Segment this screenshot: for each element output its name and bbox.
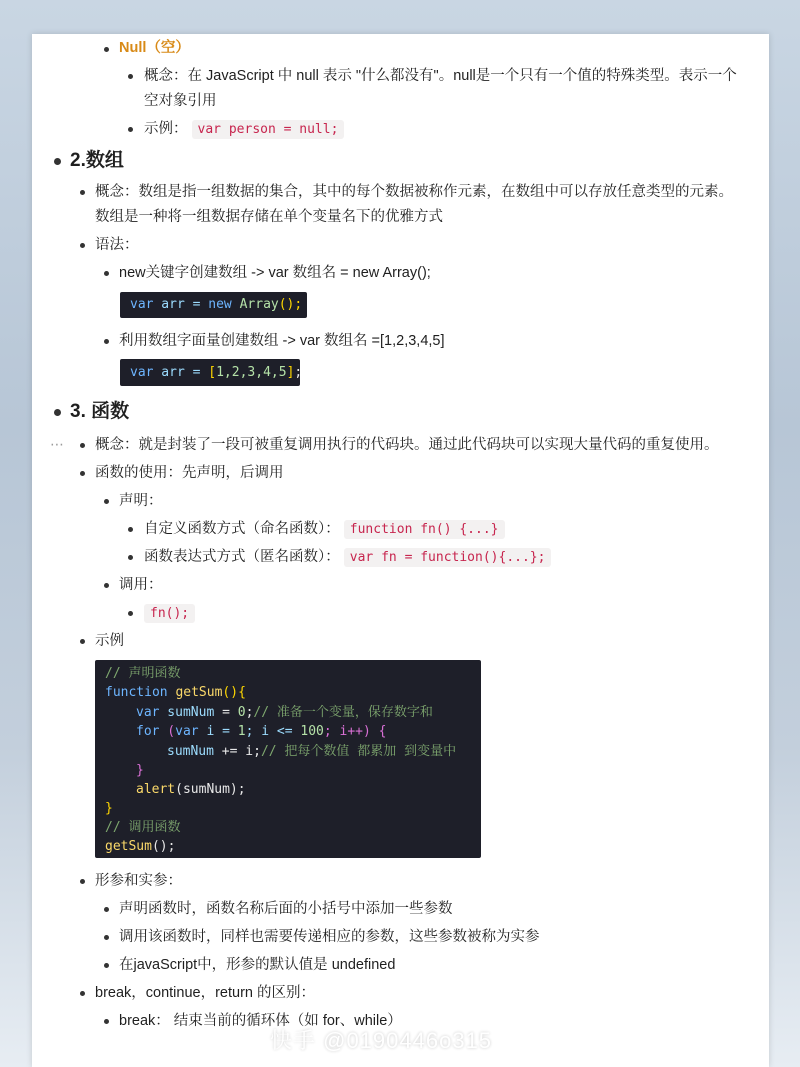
code-variable: sumNum <box>167 744 214 759</box>
code-line <box>167 742 456 761</box>
code-comment: // 把每个数值 都累加 到变量中 <box>260 744 457 759</box>
code-keyword: new <box>208 297 232 312</box>
code-line: } <box>105 801 113 816</box>
code-bracket: ] <box>286 365 295 380</box>
param-item-1: 声明函数时，函数名称后面的小括号中添加一些参数 <box>119 901 453 917</box>
null-concept-line2: 空对象引用 <box>144 93 217 109</box>
document-page <box>32 34 769 1067</box>
array-literal-item: 利用数组字面量创建数组 -> var 数组名 =[1,2,3,4,5] <box>119 333 445 349</box>
array-heading: 2.数组 <box>70 150 124 171</box>
bullet <box>104 339 109 344</box>
anon-function-code: var fn = function(){...}; <box>344 548 552 567</box>
diff-label: break，continue，return 的区别： <box>95 985 315 1001</box>
bullet <box>80 991 85 996</box>
code-function: getSum <box>105 839 152 854</box>
code-keyword: for <box>136 724 160 739</box>
bullet <box>80 190 85 195</box>
bullet <box>128 527 133 532</box>
named-function-item <box>144 519 505 540</box>
null-example-code: var person = null; <box>192 120 345 139</box>
code-block-array-literal <box>120 359 303 386</box>
call-code: fn(); <box>144 604 195 623</box>
bullet <box>54 158 61 165</box>
array-syntax-label: 语法： <box>95 237 139 253</box>
null-concept-line1: 概念：在 JavaScript 中 null 表示 "什么都没有"。null是一个只有一个值的特殊类型。表示一个 <box>144 68 737 84</box>
bullet <box>104 499 109 504</box>
params-label: 形参和实参： <box>95 873 182 889</box>
code-comment: // 调用函数 <box>105 820 181 835</box>
code-bracket: [ <box>208 365 217 380</box>
bullet <box>80 443 85 448</box>
code-number: 0 <box>237 705 246 720</box>
code-text: (); <box>151 839 176 854</box>
code-line <box>105 837 175 856</box>
code-text: arr = <box>153 365 209 380</box>
example-label: 示例 <box>95 633 124 649</box>
code-line <box>105 683 246 702</box>
code-text: ( <box>159 724 176 739</box>
declare-label: 声明： <box>119 493 163 509</box>
code-text: (); <box>278 297 303 312</box>
code-keyword: var <box>136 705 160 720</box>
code-keyword: var <box>130 365 154 380</box>
code-line: } <box>136 763 144 778</box>
call-label: 调用： <box>119 577 163 593</box>
code-keyword: var <box>130 297 154 312</box>
call-item <box>144 603 195 624</box>
bullet <box>128 611 133 616</box>
bullet <box>54 409 61 416</box>
bullet <box>80 471 85 476</box>
code-text: arr = <box>153 297 209 312</box>
code-number: 1,2,3,4,5 <box>216 365 287 380</box>
code-function: alert <box>136 782 176 797</box>
code-text: (){ <box>222 685 246 700</box>
code-text: = <box>214 705 238 720</box>
named-function-code: function fn() {...} <box>344 520 505 539</box>
break-item: break： 结束当前的循环体（如 for、while） <box>119 1013 402 1029</box>
code-line <box>130 363 302 382</box>
bullet <box>128 127 133 132</box>
bullet <box>104 907 109 912</box>
code-line <box>136 722 387 741</box>
code-keyword: var <box>175 724 199 739</box>
null-title: Null（空） <box>119 40 190 56</box>
function-concept: 概念：就是封装了一段可被重复调用执行的代码块。通过此代码块可以实现大量代码的重复使用。 <box>95 437 719 453</box>
code-comment: // 声明函数 <box>105 666 181 681</box>
bullet <box>104 583 109 588</box>
bullet <box>104 935 109 940</box>
code-function: Array <box>231 297 279 312</box>
code-text: (sumNum); <box>175 782 246 797</box>
drag-handle-icon[interactable]: ⋯ <box>50 436 65 452</box>
code-number: 1 <box>237 724 246 739</box>
code-function: getSum <box>167 685 223 700</box>
code-text: ; <box>294 365 303 380</box>
bullet <box>128 555 133 560</box>
code-variable: sumNum <box>159 705 215 720</box>
code-text: += i; <box>213 744 261 759</box>
bullet <box>104 271 109 276</box>
code-number: 100 <box>300 724 324 739</box>
function-usage: 函数的使用：先声明，后调用 <box>95 465 284 481</box>
bullet <box>104 47 109 52</box>
watermark: 快手 @0190446o315 <box>270 1028 493 1053</box>
code-keyword: function <box>105 685 168 700</box>
anon-function-item <box>144 547 551 568</box>
code-line <box>136 703 433 722</box>
bullet <box>80 639 85 644</box>
code-text: i = <box>198 724 238 739</box>
code-text: ; <box>245 705 254 720</box>
bullet <box>104 963 109 968</box>
array-concept-line1: 概念：数组是指一组数据的集合，其中的每个数据被称作元素，在数组中可以存放任意类型的元素。 <box>95 184 733 200</box>
named-function-label: 自定义函数方式（命名函数）： <box>144 521 340 537</box>
code-text: ; i++) { <box>323 724 387 739</box>
code-comment: // 准备一个变量，保存数字和 <box>253 705 433 720</box>
code-line <box>130 295 302 314</box>
code-line <box>136 780 246 799</box>
code-block-getsum <box>95 660 481 858</box>
bullet <box>80 243 85 248</box>
null-example <box>144 119 344 140</box>
array-new-item: new关键字创建数组 -> var 数组名 = new Array(); <box>119 265 431 281</box>
code-block-new-array <box>120 292 307 318</box>
array-concept-line2: 数组是一种将一组数据存储在单个变量名下的优雅方式 <box>95 209 443 225</box>
param-item-3: 在javaScript中，形参的默认值是 undefined <box>119 957 396 973</box>
bullet <box>128 74 133 79</box>
null-example-label: 示例： <box>144 121 188 137</box>
param-item-2: 调用该函数时，同样也需要传递相应的参数，这些参数被称为实参 <box>119 929 540 945</box>
anon-function-label: 函数表达式方式（匿名函数）： <box>144 549 340 565</box>
bullet <box>80 879 85 884</box>
code-text: ; i <= <box>245 724 301 739</box>
function-heading: 3. 函数 <box>70 401 130 422</box>
bullet <box>104 1019 109 1024</box>
